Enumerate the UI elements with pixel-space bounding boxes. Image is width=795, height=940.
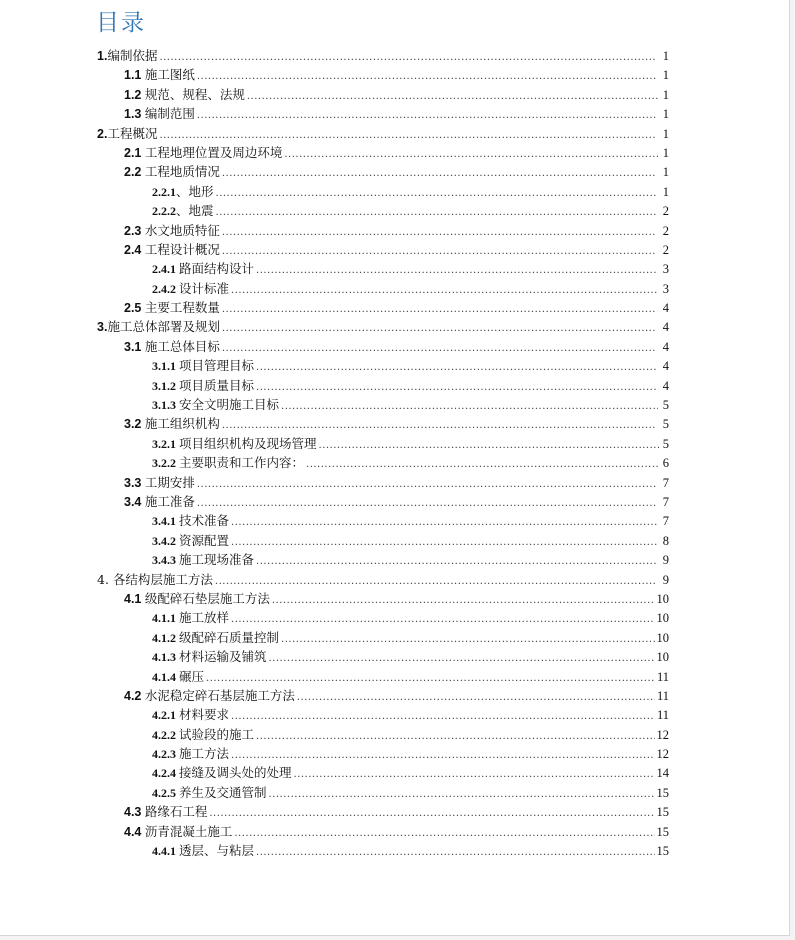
toc-entry[interactable] xyxy=(0,725,790,744)
toc-entry-number: 3.4.2 xyxy=(152,533,179,548)
toc-entry-page-number: 6 xyxy=(662,456,669,471)
toc-entry-number: 1.2 xyxy=(124,87,145,102)
toc-entry-page-number: 1 xyxy=(662,107,669,122)
toc-entry-text: 项目组织机构及现场管理 xyxy=(179,435,317,451)
toc-entry-number: 4.2 xyxy=(124,688,145,703)
toc-entry-number: 2.3 xyxy=(124,223,145,238)
toc-entry[interactable] xyxy=(0,298,790,317)
toc-entry-page-number: 10 xyxy=(656,630,669,645)
toc-entry[interactable] xyxy=(0,162,790,181)
toc-entry-text: 规范、规程、法规 xyxy=(144,86,245,102)
toc-entry-text: 水泥稳定碎石基层施工方法 xyxy=(144,687,295,703)
toc-entry-number: 2.4.1 xyxy=(152,262,179,277)
toc-entry-number: 4.2.3 xyxy=(152,747,179,762)
toc-entry-page-number: 1 xyxy=(662,145,669,160)
toc-entry[interactable] xyxy=(0,376,790,395)
toc-entry-text: 路缘石工程 xyxy=(144,804,208,820)
toc-entry-text: 施工现场准备 xyxy=(179,552,255,568)
toc-entry[interactable] xyxy=(0,647,790,666)
toc-entry-page-number: 4 xyxy=(662,339,669,354)
toc-entry-number: 3.1.2 xyxy=(152,378,179,393)
toc-entry-number: 4.1.1 xyxy=(152,611,179,626)
toc-entry-page-number: 4 xyxy=(662,301,669,316)
toc-entry[interactable] xyxy=(0,628,790,647)
toc-entry[interactable] xyxy=(0,221,790,240)
toc-entry[interactable] xyxy=(0,802,790,821)
toc-entry-text: 工程地质情况 xyxy=(144,164,220,180)
toc-entry-number: 2.5 xyxy=(124,301,145,316)
toc-entry-number: 3.4 xyxy=(124,494,145,509)
toc-entry[interactable] xyxy=(0,104,790,123)
toc-entry[interactable] xyxy=(0,414,790,433)
toc-entry[interactable] xyxy=(0,511,790,530)
toc-entry-number: 3.2.2 xyxy=(152,456,179,471)
toc-entry-number: 3.4.1 xyxy=(152,514,179,529)
toc-entry-page-number: 7 xyxy=(662,475,669,490)
toc-entry-text: 设计标准 xyxy=(179,280,230,296)
toc-entry-number: 3.1.3 xyxy=(152,398,179,413)
toc-entry-page-number: 4 xyxy=(662,320,669,335)
toc-entry-text: 养生及交通管制 xyxy=(179,784,267,800)
toc-entry-text: 施工总体目标 xyxy=(144,338,220,354)
toc-entry[interactable] xyxy=(0,259,790,278)
toc-entry-page-number: 1 xyxy=(662,49,669,63)
toc-entry-number: 2.4 xyxy=(124,242,145,257)
toc-entry-text: 级配碎石垫层施工方法 xyxy=(144,590,270,606)
toc-entry-page-number: 11 xyxy=(656,669,669,684)
toc-entry-page-number: 8 xyxy=(662,533,669,548)
toc-entry-number: 4.3 xyxy=(124,805,145,820)
toc-entry-page-number: 10 xyxy=(656,611,669,626)
toc-entry[interactable] xyxy=(0,763,790,782)
toc-entry-text: 工程概况 xyxy=(107,125,158,141)
toc-entry-number: 3. xyxy=(97,320,108,335)
toc-entry-text: 水文地质特征 xyxy=(144,222,220,238)
toc-entry[interactable] xyxy=(0,143,790,162)
toc-entry-number: 4.1.3 xyxy=(152,650,179,665)
toc-entry-page-number: 9 xyxy=(662,572,669,587)
toc-entry-page-number: 5 xyxy=(662,436,669,451)
toc-entry-number: 1.3 xyxy=(124,107,145,122)
toc-entry-page-number: 1 xyxy=(662,126,669,141)
toc-entry-page-number: 11 xyxy=(656,688,669,703)
toc-entry-number: 3.2 xyxy=(124,417,145,432)
toc-entry[interactable] xyxy=(0,589,790,608)
toc-entry-page-number: 14 xyxy=(656,766,669,781)
toc-entry-page-number: 7 xyxy=(662,514,669,529)
toc-entry[interactable] xyxy=(0,85,790,104)
toc-entry-text: 材料要求 xyxy=(179,707,230,723)
toc-entry[interactable] xyxy=(0,686,790,705)
toc-entry-text: 施工总体部署及规划 xyxy=(107,319,220,335)
toc-entry[interactable] xyxy=(0,279,790,298)
toc-entry-number: 3.1.1 xyxy=(152,359,179,374)
toc-entry-text: 资源配置 xyxy=(179,532,230,548)
toc-entry-text: 4. 各结构层施工方法 xyxy=(97,571,213,587)
toc-entry-text: 级配碎石质量控制 xyxy=(179,629,280,645)
toc-entry-text: 技术准备 xyxy=(179,513,230,529)
toc-entry-text: 碾压 xyxy=(179,668,205,684)
toc-entry-page-number: 1 xyxy=(662,87,669,102)
toc-entry-page-number: 1 xyxy=(662,165,669,180)
toc-entry[interactable] xyxy=(0,201,790,220)
toc-entry[interactable] xyxy=(0,705,790,724)
toc-entry-page-number: 3 xyxy=(662,262,669,277)
toc-entry-page-number: 4 xyxy=(662,359,669,374)
toc-entry-text: 施工准备 xyxy=(144,493,195,509)
toc-entry[interactable] xyxy=(0,124,790,143)
toc-entry-text: 安全文明施工目标 xyxy=(179,397,280,413)
toc-entry[interactable] xyxy=(0,473,790,492)
toc-entry[interactable] xyxy=(0,550,790,569)
toc-entry[interactable] xyxy=(0,570,790,589)
toc-entry[interactable] xyxy=(0,356,790,375)
toc-entry[interactable] xyxy=(0,46,790,65)
toc-entry-text: 试验段的施工 xyxy=(179,726,255,742)
toc-entry-number: 1. xyxy=(97,49,108,63)
toc-entry-text: 项目管理目标 xyxy=(179,358,255,374)
toc-entry-page-number: 15 xyxy=(656,785,669,800)
toc-leader-dots xyxy=(256,843,654,862)
toc-entry-page-number: 10 xyxy=(656,591,669,606)
toc-entry-number: 3.4.3 xyxy=(152,553,179,568)
toc-entry-text: 、地形 xyxy=(176,183,214,199)
toc-entry-page-number: 12 xyxy=(656,747,669,762)
toc-entry-page-number: 12 xyxy=(656,727,669,742)
toc-entry[interactable] xyxy=(0,492,790,511)
toc-entry-page-number: 5 xyxy=(662,417,669,432)
toc-entry[interactable] xyxy=(0,531,790,550)
toc-title: 目录 xyxy=(96,10,146,36)
toc-entry-text: 主要职责和工作内容： xyxy=(179,455,305,471)
toc-entry[interactable] xyxy=(0,841,790,860)
toc-entry-page-number: 2 xyxy=(662,223,669,238)
toc-entry-text: 工程地理位置及周边环境 xyxy=(144,144,283,160)
toc-entry-number: 4.1.2 xyxy=(152,630,179,645)
toc-entry[interactable] xyxy=(0,783,790,802)
toc-entry-text: 施工方法 xyxy=(179,746,230,762)
toc-entry-page-number: 15 xyxy=(656,844,669,859)
toc-entry-text: 编制范围 xyxy=(144,106,195,122)
toc-entry[interactable] xyxy=(0,453,790,472)
toc-entry-text: 材料运输及铺筑 xyxy=(179,649,267,665)
toc-entry-number: 4.2.5 xyxy=(152,785,179,800)
toc-entry-page-number: 1 xyxy=(662,184,669,199)
toc-entry-text: 施工放样 xyxy=(179,610,230,626)
toc-entry-text: 施工组织机构 xyxy=(144,416,220,432)
toc-entry-text: 接缝及调头处的处理 xyxy=(179,765,292,781)
toc-entry-text: 沥青混凝土施工 xyxy=(144,823,233,839)
toc-entry-number: 4.1.4 xyxy=(152,669,179,684)
toc-entry-number: 3.2.1 xyxy=(152,436,179,451)
toc-entry-page-number: 3 xyxy=(662,281,669,296)
toc-entry-number: 2.2.2 xyxy=(152,204,176,219)
toc-entry-text: 透层、与粘层 xyxy=(179,843,255,859)
toc-entry[interactable] xyxy=(0,395,790,414)
toc-entry[interactable] xyxy=(0,182,790,201)
toc-entry-page-number: 5 xyxy=(662,398,669,413)
toc-entry[interactable] xyxy=(0,240,790,259)
toc-entry-number: 4.4 xyxy=(124,824,145,839)
toc-entry-number: 4.2.2 xyxy=(152,727,179,742)
table-of-contents xyxy=(0,46,790,860)
toc-entry-text: 工程设计概况 xyxy=(144,241,220,257)
toc-entry[interactable] xyxy=(0,608,790,627)
toc-entry[interactable] xyxy=(0,434,790,453)
toc-entry-text: 工期安排 xyxy=(144,474,195,490)
toc-entry-number: 4.1 xyxy=(124,591,145,606)
toc-entry-text: 项目质量目标 xyxy=(179,377,255,393)
toc-entry[interactable] xyxy=(0,317,790,336)
toc-entry-page-number: 11 xyxy=(656,708,669,723)
toc-entry-page-number: 9 xyxy=(662,553,669,568)
toc-entry-text: 编制依据 xyxy=(107,48,158,63)
toc-entry-number: 2. xyxy=(97,126,108,141)
toc-entry-page-number: 2 xyxy=(662,242,669,257)
toc-entry-page-number: 7 xyxy=(662,494,669,509)
toc-entry-number: 4.2.4 xyxy=(152,766,179,781)
toc-entry-page-number: 15 xyxy=(656,824,669,839)
toc-entry[interactable] xyxy=(0,65,790,84)
toc-entry-page-number: 15 xyxy=(656,805,669,820)
toc-entry-text: 施工图纸 xyxy=(144,67,195,83)
toc-entry-number: 1.1 xyxy=(124,68,145,83)
toc-entry-text: 、地震 xyxy=(176,203,214,219)
toc-entry-number: 3.3 xyxy=(124,475,145,490)
toc-entry-number: 3.1 xyxy=(124,339,145,354)
toc-entry[interactable] xyxy=(0,337,790,356)
toc-entry-page-number: 2 xyxy=(662,204,669,219)
toc-entry[interactable] xyxy=(0,744,790,763)
toc-entry-page-number: 10 xyxy=(656,650,669,665)
toc-entry-text: 主要工程数量 xyxy=(144,300,220,316)
toc-entry-number: 4.4.1 xyxy=(152,844,179,859)
toc-entry[interactable] xyxy=(0,667,790,686)
toc-entry-number: 2.4.2 xyxy=(152,281,179,296)
toc-entry-number: 2.2.1 xyxy=(152,184,176,199)
toc-entry-number: 2.1 xyxy=(124,145,145,160)
toc-entry-text: 路面结构设计 xyxy=(179,261,255,277)
toc-entry-number: 4.2.1 xyxy=(152,708,179,723)
toc-entry[interactable] xyxy=(0,822,790,841)
toc-entry-page-number: 4 xyxy=(662,378,669,393)
toc-entry-page-number: 1 xyxy=(662,68,669,83)
toc-entry-number: 2.2 xyxy=(124,165,145,180)
